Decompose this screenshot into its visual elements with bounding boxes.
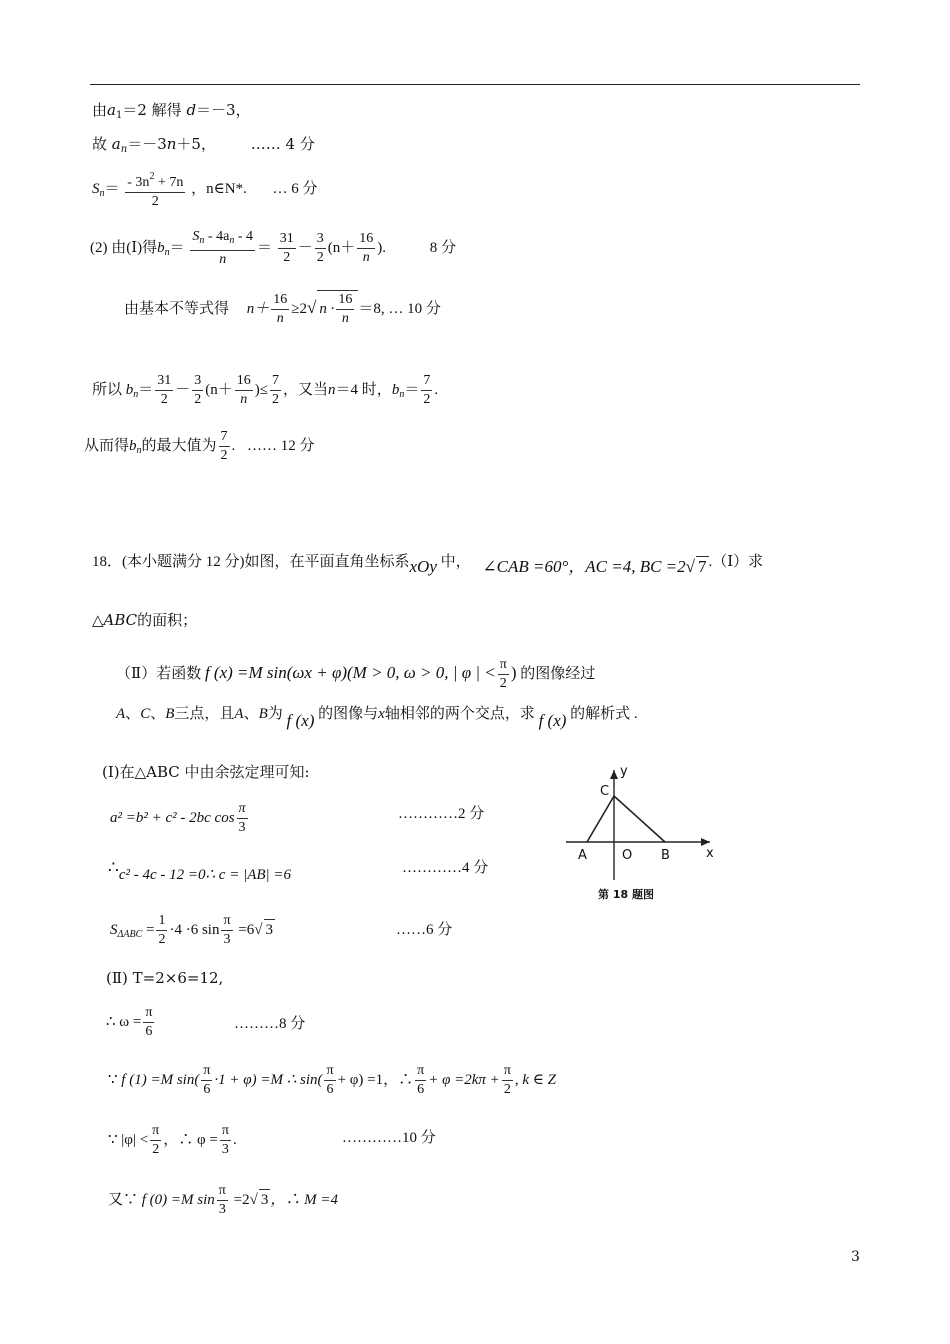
triangle-figure [560,762,730,912]
sol17-line-5: 由基本不等式得 n＋ $\frac{16}{n}$ ≥2√ n · $\frac{16}{n}$ ＝8, … 10 分 [124,292,441,326]
sol18-line-1: (Ⅰ)在△ABC 中由余弦定理可知: [102,763,310,781]
sol18-line-7: ∵ f (1) =M sin( $\frac{\pi}{6}$ ·1 + φ) =M ∴ sin( $\frac{\pi}{6}$ + φ) =1，∴ $\frac{\pi}{6}$ + φ =2kπ + $\frac{\pi}{2}$ , k ∈ Z [108,1063,556,1097]
sol18-line-3: ∴c² - 4c - 12 =0∴ c = |AB| =6 …………4 分 [108,858,489,883]
sol17-line-7: 从而得$b_n$的最大值为 $\frac{7}{2}$ . …… 12 分 [84,429,315,463]
sol17-line-3: $S_n=$ $\frac{- 3n^2 + 7n}{2}$ ，n∈N*. … 6 分 [92,168,318,211]
segment-AC [587,796,614,842]
x-axis-label: x [706,846,714,861]
point-B-label: B [661,848,670,863]
y-axis-arrow [610,770,618,779]
sol17-line-4: (2) 由(Ⅰ)得$b_n=$ $\frac{S_n - 4a_n - 4}{n}$ ＝ $\frac{31}{2}$ － $\frac{3}{2}$ (n＋ $\frac{16}{n}$ ). 8 分 [90,229,457,267]
sol17-line-2: 故 $a_n=-3n+5$， …… 4 分 [92,135,315,155]
fraction: $\frac{- 3n^2 + 7n}{2}$ [125,168,185,211]
prob18-line-2: △ABC的面积； [92,611,198,629]
prob18-line-1: 18．(本小题满分 12 分)如图，在平面直角坐标系xOy 中， ∠CAB =60°，AC =4, BC =2√ 7 .（Ⅰ）求 [92,554,764,576]
sol18-line-6: ∴ ω = $\frac{\pi}{6}$ ………8 分 [106,1005,306,1039]
point-A-label: A [578,848,587,863]
prob18-line-3: （Ⅱ）若函数 f (x) =M sin(ωx + φ)(M > 0, ω > 0, | φ | < $\frac{\pi}{2}$ ) 的图像经过 [116,657,596,691]
sol18-line-8: ∵ |φ| < $\frac{\pi}{2}$ ，∴ φ = $\frac{\pi}{3}$ . …………10 分 [108,1123,436,1157]
sol17-line-6: 所以 $b_n=$ $\frac{31}{2}$ － $\frac{3}{2}$ (n＋ $\frac{16}{n}$ )≤ $\frac{7}{2}$ ，又当n＝4 时，$b_n=$ $\frac{7}{2}$ . [92,373,439,407]
fraction: $\frac{S_n - 4a_n - 4}{n}$ [192,229,253,267]
figure-caption: 第 18 题图 [598,888,654,901]
prob18-line-4: A、C、B三点，且A、B为 f (x) 的图像与x轴相邻的两个交点，求 f (x) 的解析式 . [116,706,638,730]
point-O-label: O [622,848,633,863]
page-number: 3 [851,1249,860,1265]
y-axis-label: y [620,764,628,779]
x-axis-arrow [701,838,710,846]
point-C-label: C [600,784,610,799]
sol18-line-5: (Ⅱ) T=2×6=12, [106,969,224,987]
sol17-line-1: 由$a_1=2$ 解得 d＝－3， [92,101,251,121]
sol18-line-2: a² =b² + c² - 2bc cos $\frac{\pi}{3}$ …………2 分 [110,801,485,835]
sol18-line-4: $S_{\Delta ABC}$ = $\frac{1}{2}$ ·4 ·6 sin $\frac{\pi}{3}$ =6√ 3 ……6 分 [110,913,453,947]
top-rule [90,84,860,85]
sol18-line-9: 又∵ f (0) =M sin $\frac{\pi}{3}$ =2√ 3 ，∴ M =4 [108,1183,338,1217]
segment-CB [614,796,665,842]
